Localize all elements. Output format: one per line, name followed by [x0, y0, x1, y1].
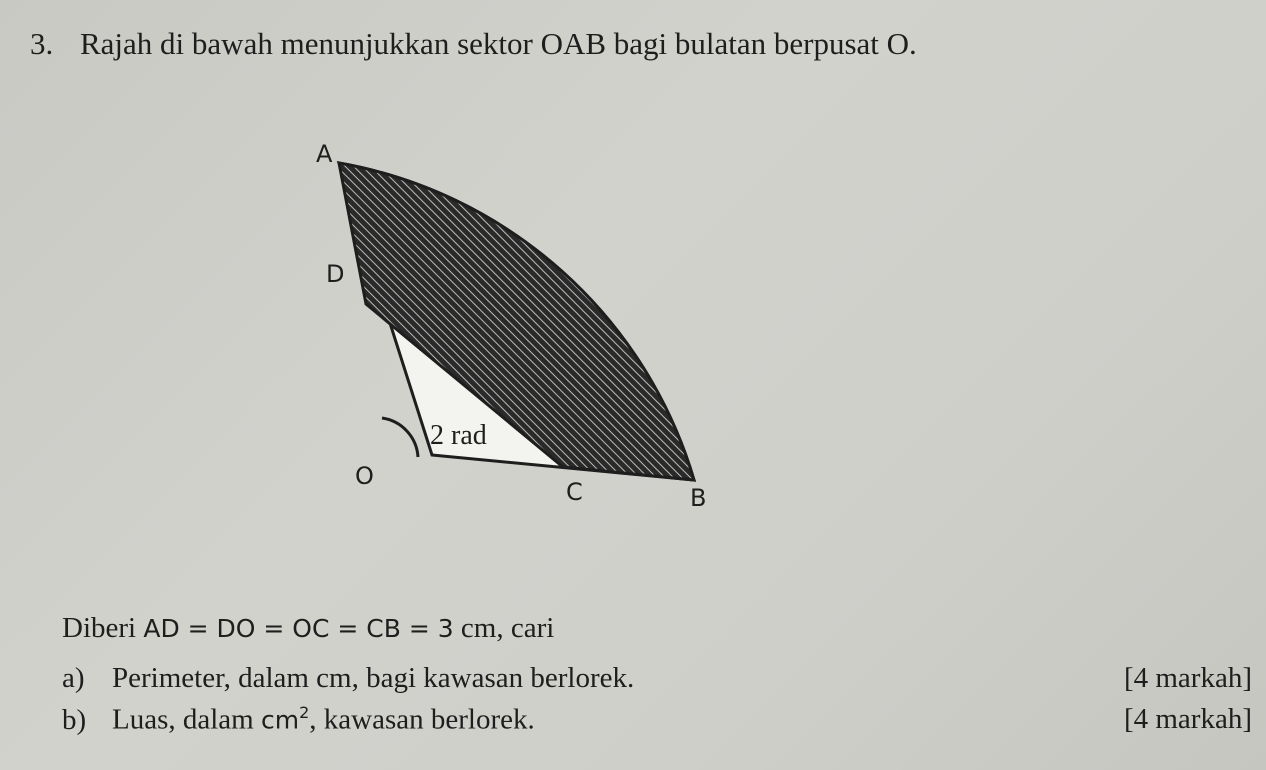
part-b — [62, 703, 1252, 737]
part-b-label: b) — [62, 703, 87, 736]
point-label-d: D — [326, 260, 345, 288]
part-a — [62, 662, 1252, 695]
angle-arc — [382, 418, 418, 457]
question-number: 3. — [30, 26, 54, 61]
given-prefix: Diberi — [62, 612, 137, 644]
point-label-b: B — [690, 484, 707, 512]
part-a-text: Perimeter, dalam cm, bagi kawasan berlorek. — [112, 662, 635, 694]
part-b-marks: [4 markah] — [1123, 703, 1252, 735]
point-label-a: A — [316, 140, 333, 168]
part-a-marks: [4 markah] — [1123, 662, 1252, 694]
given-suffix: cari — [510, 612, 555, 644]
part-b-text-before: Luas, dalam — [112, 703, 254, 736]
angle-label: 2 rad — [430, 420, 487, 451]
question-text: Rajah di bawah menunjukkan sektor OAB bagi bulatan berpusat O. — [80, 26, 917, 61]
part-b-unit-sup: 2 — [299, 703, 310, 722]
given-statement — [62, 612, 554, 645]
point-label-o: O — [355, 462, 374, 490]
part-b-unit: cm — [260, 705, 300, 735]
point-label-c: C — [566, 478, 583, 506]
part-a-label: a) — [62, 662, 85, 694]
part-b-text-after: , kawasan berlorek. — [309, 703, 535, 736]
given-unit: cm, — [460, 612, 504, 644]
given-equation: AD = DO = OC = CB = 3 — [143, 614, 454, 643]
